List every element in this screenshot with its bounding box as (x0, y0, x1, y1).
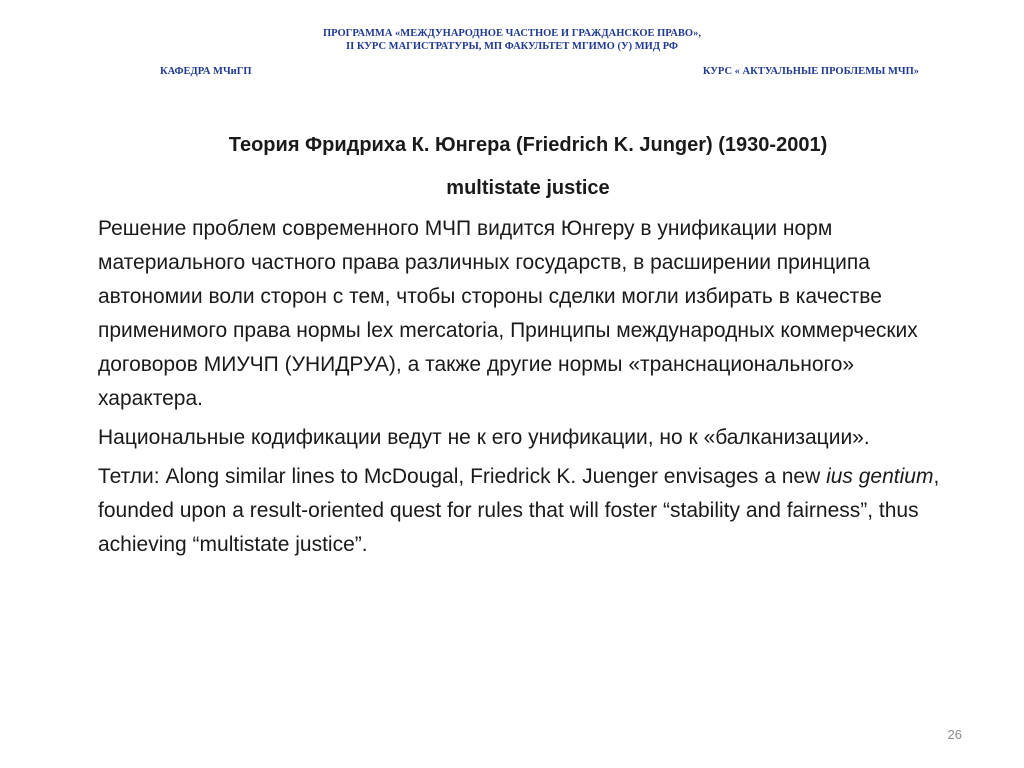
course-label: КУРС « АКТУАЛЬНЫЕ ПРОБЛЕМЫ МЧП» (702, 66, 919, 77)
paragraph-3-part-1: Тетли: Along similar lines to McDougal, Friedrick K. Juenger envisages a new (98, 465, 827, 488)
department-label: КАФЕДРА МЧиГП (160, 66, 252, 77)
slide-subtitle: multistate justice (446, 177, 610, 199)
paragraph-1: Решение проблем современного МЧП видится Юнгеру в унификации норм материального частного права различных государств, в расширении принципа автономии воли сторон с тем, чтобы стороны сделки могли избирать в качестве применимого права нормы lex mercatoria, Принципы международных коммерческих договоров МИУЧП (УНИДРУА), а также другие нормы «транснационального» характера. (98, 217, 918, 410)
program-header-line-2: II КУРС МАГИСТРАТУРЫ, МП ФАКУЛЬТЕТ МГИМО (У) МИД РФ (346, 41, 678, 52)
program-header (0, 27, 1024, 53)
paragraph-3-italic-term: ius gentium (826, 465, 934, 488)
program-header-line-1: ПРОГРАММА «МЕЖДУНАРОДНОЕ ЧАСТНОЕ И ГРАЖДАНСКОЕ ПРАВО», (323, 28, 701, 39)
paragraph-3-part-2: , founded upon a result-oriented quest for rules that will foster “stability and fairness”, thus achieving “multistate justice”. (98, 465, 940, 556)
slide-body (98, 212, 958, 567)
page-number: 26 (947, 727, 962, 742)
slide-title: Теория Фридриха К. Юнгера (Friedrich K. Junger) (1930-2001) (228, 134, 828, 156)
paragraph-3 (98, 460, 958, 562)
paragraph-2: Национальные кодификации ведут не к его унификации, но к «балканизации». (98, 426, 870, 449)
